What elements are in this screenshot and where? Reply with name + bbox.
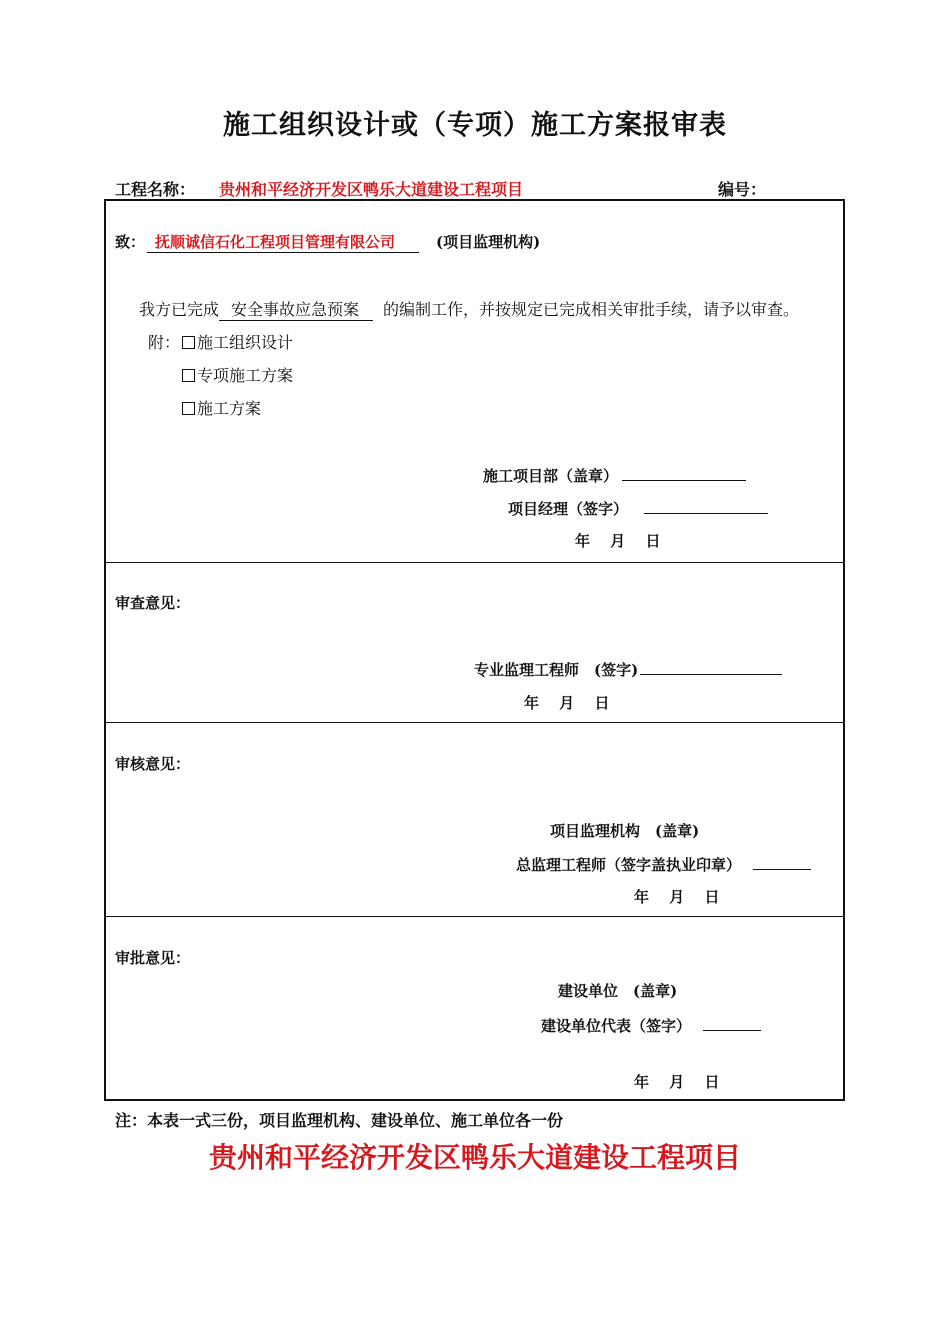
supervisor-org-name: 抚顺诚信石化工程项目管理有限公司	[147, 231, 419, 253]
review-opinion-label: 审查意见：	[115, 594, 191, 612]
date-line: 年 月 日	[634, 888, 720, 906]
attach-label: 附：	[148, 333, 181, 352]
project-manager-sign: 项目经理（签字）	[508, 497, 768, 519]
construction-dept-seal: 施工项目部（盖章）	[483, 464, 746, 486]
signature-line[interactable]	[644, 497, 768, 514]
approval-opinion-label: 审批意见：	[115, 949, 191, 967]
checkbox-icon[interactable]	[182, 336, 195, 349]
audit-opinion-label: 审核意见：	[115, 755, 191, 773]
checkbox-icon[interactable]	[182, 369, 195, 382]
project-name-value: 贵州和平经济开发区鸭乐大道建设工程项目	[219, 180, 524, 199]
signature-line[interactable]	[640, 658, 782, 675]
page-title: 施工组织设计或（专项）施工方案报审表	[223, 110, 727, 141]
plan-name: 安全事故应急预案	[219, 297, 373, 321]
org-suffix: (项目监理机构)	[436, 233, 541, 251]
footer-project-name: 贵州和平经济开发区鸭乐大道建设工程项目	[208, 1141, 741, 1174]
statement-suffix: 的编制工作，并按规定已完成相关审批手续，请予以审查。	[383, 300, 800, 319]
attachment-item[interactable]: 施工组织设计	[182, 330, 293, 353]
note: 注：本表一式三份，项目监理机构、建设单位、施工单位各一份	[115, 1111, 564, 1130]
supervision-org-seal: 项目监理机构 (盖章)	[550, 822, 700, 840]
signature-line[interactable]	[622, 464, 746, 481]
section-divider	[104, 916, 845, 917]
attachment-item[interactable]: 施工方案	[182, 396, 261, 419]
chief-engineer-sign: 总监理工程师（签字盖执业印章）	[516, 853, 811, 875]
number-label: 编号：	[718, 180, 767, 199]
to-label: 致：	[115, 233, 146, 251]
signature-line[interactable]	[703, 1014, 761, 1031]
owner-seal: 建设单位 (盖章)	[558, 982, 678, 1000]
supervision-engineer-sign: 专业监理工程师 (签字)	[474, 658, 782, 680]
date-line: 年 月 日	[575, 532, 661, 550]
owner-representative-sign: 建设单位代表（签字）	[541, 1014, 761, 1036]
checkbox-icon[interactable]	[182, 402, 195, 415]
section-divider	[104, 722, 845, 723]
section-divider	[104, 562, 845, 563]
statement-prefix: 我方已完成	[139, 300, 220, 319]
signature-line[interactable]	[753, 853, 811, 870]
project-name-label: 工程名称：	[115, 180, 196, 199]
date-line: 年 月 日	[524, 694, 610, 712]
attachment-item[interactable]: 专项施工方案	[182, 363, 293, 386]
date-line: 年 月 日	[634, 1073, 720, 1091]
